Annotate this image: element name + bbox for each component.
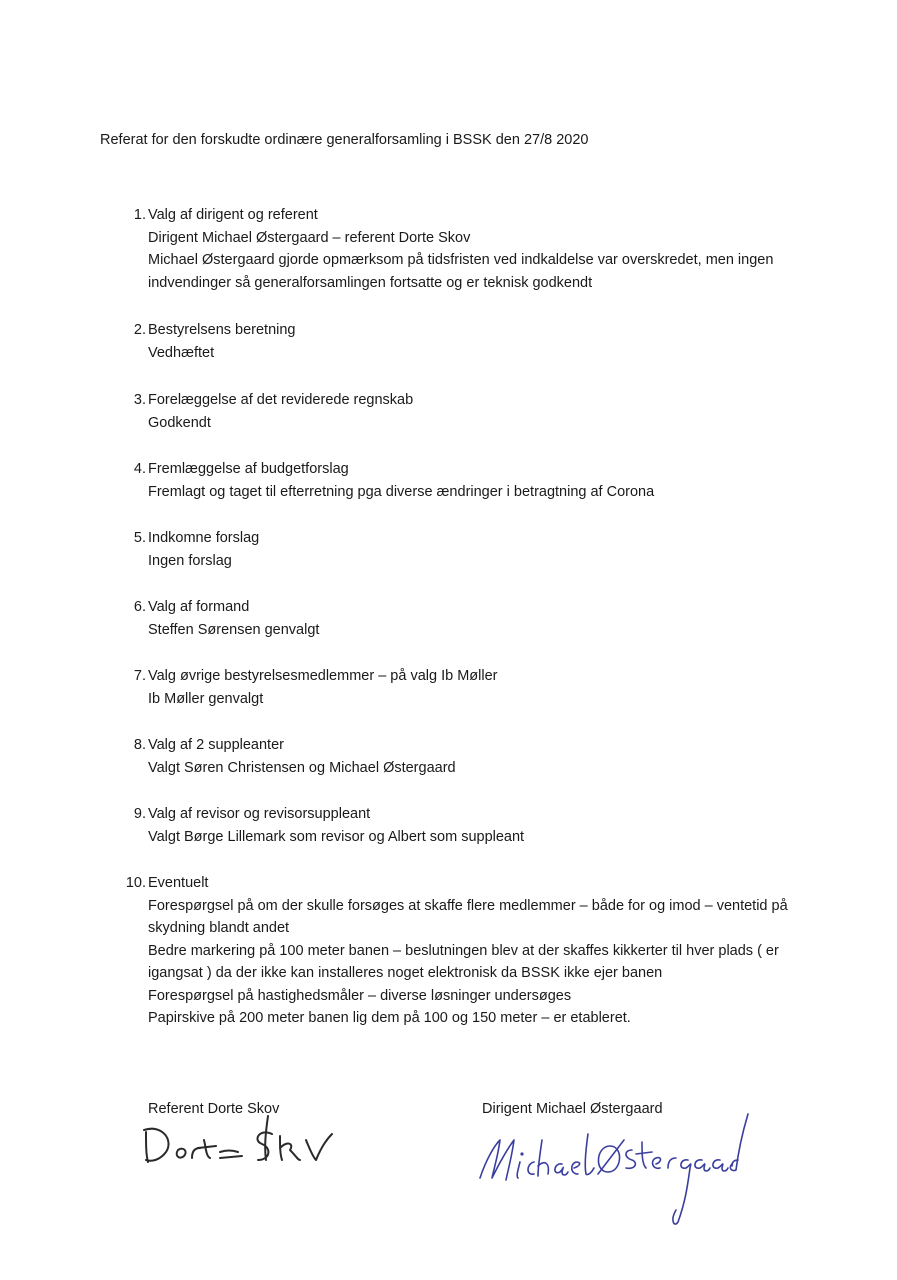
item-line: Forespørgsel på om der skulle forsøges at skaffe flere medlemmer – både for og imod – ventetid på [148, 897, 788, 914]
item-line: igangsat ) da der ikke kan installeres noget elektronisk da BSSK ikke ejer banen [148, 965, 663, 981]
item-number: 1. [133, 207, 146, 223]
item-body [148, 527, 818, 572]
item-line: skydning blandt andet [148, 920, 290, 936]
item-heading: Valg af formand [148, 599, 250, 615]
item-body [148, 389, 818, 434]
dirigent-signature [470, 1110, 750, 1230]
item-line: Michael Østergaard gjorde opmærksom på tidsfristen ved indkaldelse var overskredet, men ingen [148, 252, 774, 268]
item-line: Valgt Søren Christensen og Michael Østergaard [148, 759, 456, 776]
item-number: 10. [125, 875, 146, 891]
item-number: 6. [133, 599, 146, 615]
item-number: 8. [133, 737, 146, 753]
item-body [148, 803, 818, 848]
item-heading: Eventuelt [148, 875, 209, 891]
item-number: 2. [133, 322, 146, 338]
item-line: Ingen forslag [148, 552, 232, 569]
item-line: Forespørgsel på hastighedsmåler – diverse løsninger undersøges [148, 987, 572, 1004]
document-title: Referat for den forskudte ordinære generalforsamling i BSSK den 27/8 2020 [100, 132, 589, 148]
item-heading: Valg af dirigent og referent [148, 207, 318, 223]
item-line: Papirskive på 200 meter banen lig dem på 100 og 150 meter – er etableret. [148, 1010, 631, 1026]
item-line: Godkendt [148, 414, 211, 431]
item-line: Fremlagt og taget til efterretning pga diverse ændringer i betragtning af Corona [148, 483, 655, 500]
item-body [148, 458, 818, 503]
dirigent-label: Dirigent Michael Østergaard [482, 1101, 663, 1117]
item-body [148, 734, 818, 779]
item-line: Vedhæftet [148, 344, 215, 361]
item-number: 9. [133, 806, 146, 822]
item-heading: Fremlæggelse af budgetforslag [148, 461, 349, 477]
referent-label: Referent Dorte Skov [148, 1101, 280, 1117]
item-number: 5. [133, 530, 146, 546]
referent-signature [140, 1110, 340, 1170]
item-heading: Forelæggelse af det reviderede regnskab [148, 392, 414, 408]
item-body [148, 665, 818, 710]
item-line: Valgt Børge Lillemark som revisor og Albert som suppleant [148, 828, 525, 845]
item-body [148, 319, 818, 364]
item-body [148, 204, 818, 294]
item-heading: Valg af revisor og revisorsuppleant [148, 806, 371, 822]
item-line: Bedre markering på 100 meter banen – beslutningen blev at der skaffes kikkerter til hver plads ( er [148, 942, 779, 959]
item-body [148, 596, 818, 641]
item-heading: Indkomne forslag [148, 530, 260, 546]
item-number: 3. [133, 392, 146, 408]
item-number: 7. [133, 668, 146, 684]
item-number: 4. [133, 461, 146, 477]
item-line: indvendinger så generalforsamlingen fortsatte og er teknisk godkendt [148, 274, 593, 291]
item-line: Dirigent Michael Østergaard – referent Dorte Skov [148, 229, 471, 246]
item-body [148, 872, 818, 1030]
item-line: Ib Møller genvalgt [148, 690, 264, 707]
item-heading: Valg øvrige bestyrelsesmedlemmer – på valg Ib Møller [148, 668, 498, 684]
item-heading: Valg af 2 suppleanter [148, 737, 284, 753]
item-line: Steffen Sørensen genvalgt [148, 621, 320, 638]
item-heading: Bestyrelsens beretning [148, 322, 296, 338]
